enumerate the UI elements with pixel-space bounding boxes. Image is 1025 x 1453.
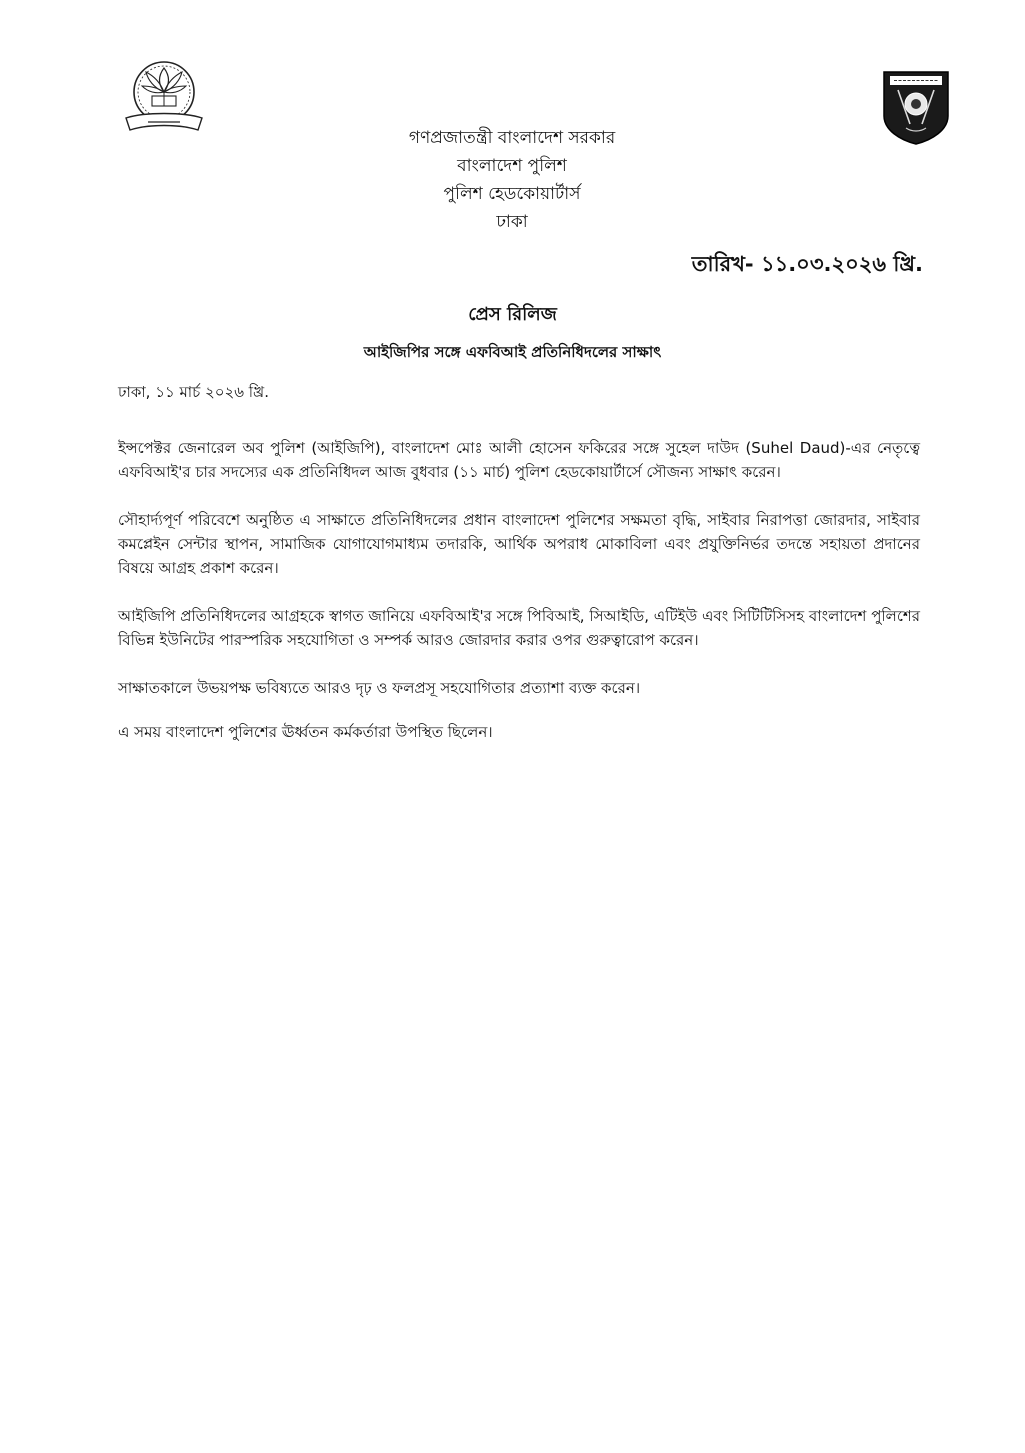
letterhead-city: ঢাকা bbox=[496, 212, 528, 232]
body-paragraph-5: এ সময় বাংলাদেশ পুলিশের ঊর্ধ্বতন কর্মকর্তারা উপস্থিত ছিলেন। bbox=[118, 723, 493, 741]
press-release-subject: আইজিপির সঙ্গে এফবিআই প্রতিনিধিদলের সাক্ষাৎ bbox=[363, 343, 662, 361]
body-paragraph-4: সাক্ষাতকালে উভয়পক্ষ ভবিষ্যতে আরও দৃঢ় ও ফলপ্রসূ সহযোগিতার প্রত্যাশা ব্যক্ত করেন। bbox=[118, 679, 641, 697]
body-paragraph-3: আইজিপি প্রতিনিধিদলের আগ্রহকে স্বাগত জানিয়ে এফবিআই'র সঙ্গে পিবিআই, সিআইডি, এটিইউ এবং সিটিটিসিসহ বাংলাদেশ পুলিশের বিভিন্ন ইউনিটের পারস্পরিক সহযোগিতা ও সম্পর্ক আরও জোরদার করার ওপর গুরুত্বারোপ করেন। bbox=[118, 607, 920, 649]
police-shield-crest-icon bbox=[880, 68, 952, 146]
body-paragraph-2: সৌহার্দ্যপূর্ণ পরিবেশে অনুষ্ঠিত এ সাক্ষাতে প্রতিনিধিদলের প্রধান বাংলাদেশ পুলিশের সক্ষমতা বৃদ্ধি, সাইবার নিরাপত্তা জোরদার, সাইবার কমপ্লেইন সেন্টার স্থাপন, সামাজিক যোগাযোগমাধ্যম তদারকি, আর্থিক অপরাধ মোকাবিলা এবং প্রযুক্তিনির্ভর তদন্তে সহায়তা প্রদানের বিষয়ে আগ্রহ প্রকাশ করেন। bbox=[118, 511, 920, 577]
letterhead bbox=[312, 124, 712, 236]
letterhead-office: পুলিশ হেডকোয়ার্টার্স bbox=[443, 184, 581, 204]
document-date: তারিখ- ১১.০৩.২০২৬ খ্রি. bbox=[691, 252, 923, 276]
bangladesh-police-emblem-icon bbox=[118, 52, 210, 140]
press-release-title: প্রেস রিলিজ bbox=[468, 304, 557, 325]
body-paragraph-1: ইন্সপেক্টর জেনারেল অব পুলিশ (আইজিপি), বাংলাদেশ মোঃ আলী হোসেন ফকিরের সঙ্গে সুহেল দাউদ (Suhel Daud)-এর নেতৃত্বে এফবিআই'র চার সদস্যের এক প্রতিনিধিদল আজ বুধবার (১১ মার্চ) পুলিশ হেডকোয়ার্টার্সে সৌজন্য সাক্ষাৎ করেন। bbox=[118, 439, 920, 481]
letterhead-government: গণপ্রজাতন্ত্রী বাংলাদেশ সরকার bbox=[408, 128, 616, 148]
letterhead-department: বাংলাদেশ পুলিশ bbox=[457, 156, 567, 176]
press-release-body bbox=[118, 436, 920, 768]
dateline: ঢাকা, ১১ মার্চ ২০২৬ খ্রি. bbox=[118, 383, 269, 401]
